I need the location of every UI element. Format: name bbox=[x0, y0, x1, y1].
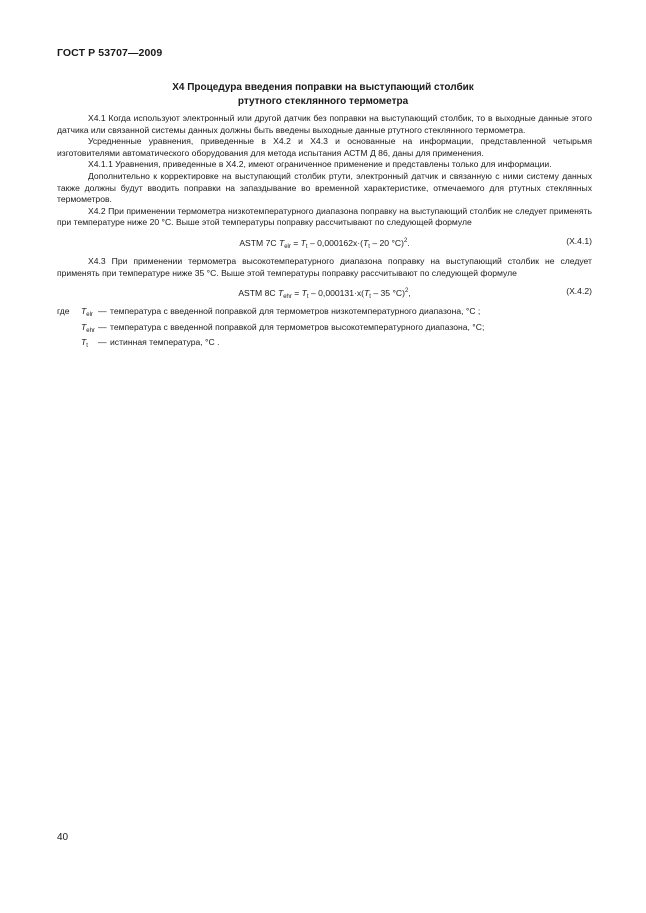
formula-x4-2-exp: 2 bbox=[404, 288, 409, 295]
formula-x4-1-t2: T bbox=[363, 237, 369, 248]
formula-x4-2-prefix: ASTM 8C bbox=[238, 287, 278, 298]
formula-x4-2-expression bbox=[238, 286, 410, 303]
paragraph-lag-correction: Дополнительно к корректировке на выступающий столбик ртути, электронный датчик и связанную с ними систему данных также должны будут вводить поправки на запаздывание во временной характеристике, отмечаемого для ртутных стеклянных термометров. bbox=[57, 170, 592, 205]
paragraph-x4-1-1: Х4.1.1 Уравнения, приведенные в Х4.2, имеют ограниченное применение и представлены только для информации. bbox=[88, 159, 552, 170]
paragraph-averaged-equations: Усредненные уравнения, приведенные в Х4.2 и Х4.3 и основанные на информации, представленной четырьмя изготовителями автоматического оборудования для метода испытания АСТМ Д 86, даны для применения. bbox=[57, 136, 592, 158]
formula-x4-2-t: T bbox=[301, 287, 307, 298]
formula-x4-2-t2: T bbox=[364, 287, 370, 298]
formula-x4-2-end: , bbox=[408, 287, 411, 298]
legend-symbol-var: T bbox=[81, 321, 87, 332]
formula-x4-1-t2-sub: t bbox=[368, 243, 370, 250]
legend-text: истинная температура, °С . bbox=[110, 337, 220, 348]
section-title-line1: Х4 Процедура введения поправки на выступающий столбик bbox=[172, 82, 474, 93]
legend-row bbox=[57, 306, 592, 322]
formula-x4-1-number: (Х.4.1) bbox=[566, 235, 592, 246]
formula-x4-1-tail: – 20 °C) bbox=[369, 237, 404, 248]
legend-symbol-sub: t bbox=[86, 343, 88, 350]
formula-x4-1-end: . bbox=[407, 237, 410, 248]
legend-dash: — bbox=[98, 337, 107, 348]
formula-x4-1-coeff: – 0,000162x·( bbox=[307, 237, 364, 248]
formula-x4-2-tail: – 35 °C) bbox=[370, 287, 405, 298]
section-title-line2: ртутного стеклянного термометра bbox=[237, 96, 409, 107]
legend-symbol bbox=[81, 322, 98, 338]
paragraph-x4-2: Х4.2 При применении термометра низкотемпературного диапазона поправку на выступающий столбик не следует применять при температуре ниже 20 °С. Выше этой температуры поправку рассчитывают по следующей формуле bbox=[57, 205, 592, 228]
legend-symbol-var: T bbox=[81, 337, 87, 348]
formula-x4-1-lhs-sub: elr bbox=[284, 243, 291, 250]
document-body bbox=[57, 113, 592, 353]
legend-dash: — bbox=[98, 321, 107, 332]
formula-x4-1-lhs: T bbox=[278, 237, 285, 248]
legend-symbol bbox=[81, 337, 98, 353]
section-title bbox=[57, 81, 589, 109]
formula-x4-1-t-sub: t bbox=[305, 243, 308, 250]
formula-x4-1 bbox=[57, 236, 592, 248]
symbol-legend bbox=[57, 306, 592, 353]
legend-symbol bbox=[81, 306, 98, 322]
paragraph-x4-1: Х4.1 Когда используют электронный или другой датчик без поправки на выступающий столбик, то в выходные данные этого датчика или связанной системы данных должны быть введены выходные данные ртутного стеклянного термометра. bbox=[57, 113, 592, 135]
formula-x4-2-lhs: T bbox=[277, 287, 284, 298]
legend-where: где bbox=[57, 306, 70, 317]
paragraph-x4-3: Х4.3 При применении термометра высокотемпературного диапазона поправку на выступающий столбик не следует применять при температуре ниже 35 °С. Выше этой температуры поправку рассчитывают по следующей формуле bbox=[57, 255, 592, 278]
formula-x4-2-number: (Х.4.2) bbox=[566, 286, 592, 297]
legend-symbol-sub: ehr bbox=[86, 327, 95, 334]
legend-row bbox=[57, 337, 592, 353]
legend-text: температура с введенной поправкой для термометров низкотемпературного диапазона, °С ; bbox=[110, 306, 481, 317]
formula-x4-2-eq: = bbox=[291, 287, 302, 298]
formula-x4-2-lhs-sub: ehr bbox=[283, 293, 292, 300]
page-number: 40 bbox=[57, 832, 69, 843]
legend-row bbox=[57, 322, 592, 338]
formula-x4-2-coeff: – 0,000131·x( bbox=[308, 287, 365, 298]
formula-x4-2-t-sub: t bbox=[306, 293, 309, 300]
formula-x4-1-prefix: ASTM 7C bbox=[239, 237, 279, 248]
legend-dash: — bbox=[98, 306, 107, 317]
legend-symbol-sub: elr bbox=[86, 312, 93, 319]
formula-x4-1-eq: = bbox=[290, 237, 301, 248]
formula-x4-2 bbox=[57, 286, 592, 298]
formula-x4-2-t2-sub: t bbox=[369, 293, 371, 300]
formula-x4-1-expression bbox=[239, 236, 409, 253]
formula-x4-1-exp: 2 bbox=[403, 237, 408, 244]
formula-x4-1-t: T bbox=[300, 237, 306, 248]
legend-symbol-var: T bbox=[81, 306, 87, 317]
document-header: ГОСТ Р 53707—2009 bbox=[57, 47, 163, 59]
legend-text: температура с введенной поправкой для термометров высокотемпературного диапазона, °С; bbox=[110, 321, 485, 332]
